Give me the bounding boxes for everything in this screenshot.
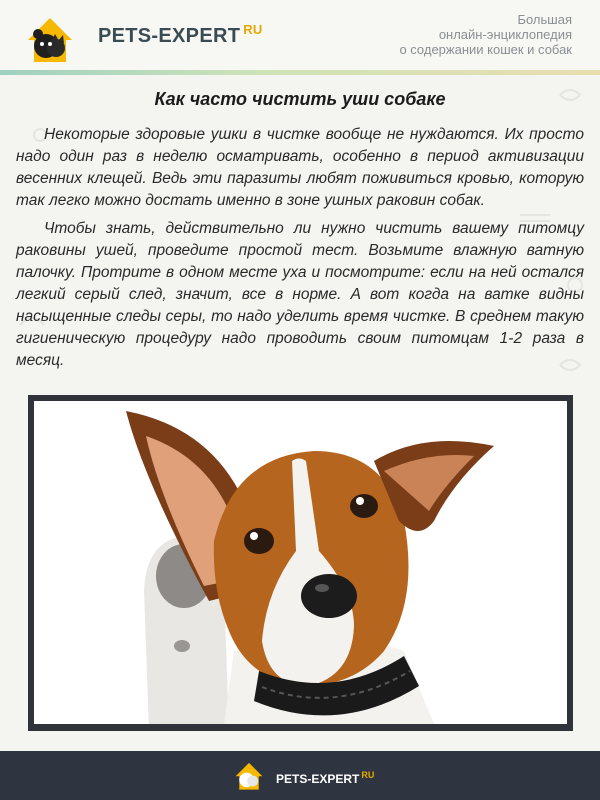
dog-illustration <box>34 401 567 724</box>
site-header <box>0 0 600 70</box>
footer-brand-suffix: RU <box>361 770 375 780</box>
tagline-line-3: о содержании кошек и собак <box>399 42 572 57</box>
tagline-line-1: Большая <box>517 12 572 27</box>
footer-logo-icon[interactable] <box>232 758 266 792</box>
tagline-line-2: онлайн-энциклопедия <box>438 27 572 42</box>
article-title: Как часто чистить уши собаке <box>154 89 446 109</box>
article-body <box>16 124 584 378</box>
brand-name[interactable] <box>98 22 263 48</box>
footer-brand-text: PETS-EXPERT <box>276 772 360 786</box>
footer-brand[interactable] <box>276 770 374 786</box>
photo-frame <box>28 395 573 731</box>
article-paragraph-2: Чтобы знать, действительно ли нужно чистить вашему питомцу раковины ушей, проведите простой тест. Возьмите влажную ватную палочку. Протрите в одном месте уха и посмотрите: если на ней остался легкий серый след, значит, все в норме. А вот когда на ватке видны насыщенные следы серы, то надо уделить время чистке. В среднем такую гигиеническую процедуру надо проводить своим питомцам 1-2 раза в месяц. <box>16 220 584 369</box>
dog-photo <box>34 401 567 724</box>
site-tagline <box>352 12 572 57</box>
article-paragraph-1: Некоторые здоровые ушки в чистке вообще не нуждаются. Их просто надо один раз в неделю осматривать, особенно в период активизации весенних клещей. Ведь эти паразиты любят поживиться кровью, которую так легко можно достать именно в зоне ушных раковин собак. <box>16 126 584 209</box>
brand-suffix: RU <box>243 22 263 37</box>
pets-logo-icon[interactable] <box>22 10 78 66</box>
brand-text: PETS-EXPERT <box>98 25 241 47</box>
